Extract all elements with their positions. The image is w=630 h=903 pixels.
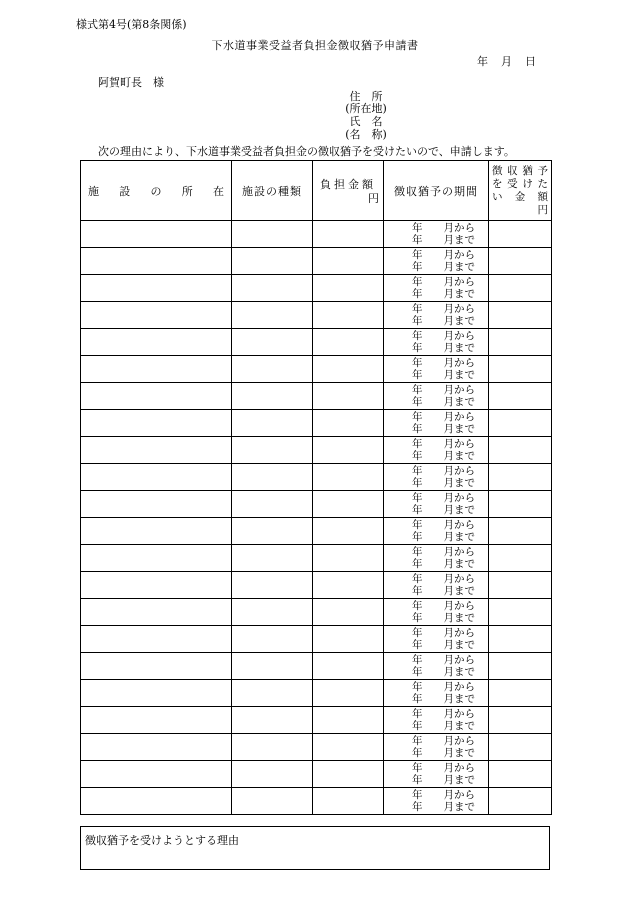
period-from-year: 年 bbox=[412, 761, 423, 774]
location-cell[interactable] bbox=[81, 248, 232, 275]
period-until-year: 年 bbox=[412, 585, 423, 597]
period-cell[interactable] bbox=[384, 653, 489, 680]
period-until-year: 年 bbox=[412, 747, 423, 759]
amount-cell[interactable] bbox=[313, 707, 384, 734]
period-cell[interactable] bbox=[384, 707, 489, 734]
amount-cell[interactable] bbox=[313, 626, 384, 653]
header-request-char: 額 bbox=[537, 190, 548, 203]
amount-cell[interactable] bbox=[313, 275, 384, 302]
period-cell[interactable] bbox=[384, 761, 489, 788]
period-from-month: 月から bbox=[443, 491, 475, 504]
amount-cell[interactable] bbox=[313, 356, 384, 383]
period-from-year: 年 bbox=[412, 491, 423, 504]
amount-cell[interactable] bbox=[313, 248, 384, 275]
period-from-month: 月から bbox=[443, 788, 475, 801]
period-cell[interactable] bbox=[384, 734, 489, 761]
period-from-year: 年 bbox=[412, 221, 423, 234]
requested-amount-cell[interactable] bbox=[489, 788, 552, 815]
period-until-month: 月まで bbox=[443, 801, 475, 813]
facility-type-cell[interactable] bbox=[232, 464, 313, 491]
amount-cell[interactable] bbox=[313, 599, 384, 626]
period-cell[interactable] bbox=[384, 572, 489, 599]
table-row bbox=[81, 383, 552, 410]
period-until-month: 月まで bbox=[443, 558, 475, 570]
period-until-month: 月まで bbox=[443, 261, 475, 273]
requested-amount-cell[interactable] bbox=[489, 464, 552, 491]
table-row bbox=[81, 788, 552, 815]
header-location-char: の bbox=[150, 184, 162, 198]
header-request-line bbox=[492, 178, 548, 191]
period-until-year: 年 bbox=[412, 639, 423, 651]
location-cell[interactable] bbox=[81, 410, 232, 437]
period-from-year: 年 bbox=[412, 356, 423, 369]
period-until-year: 年 bbox=[412, 531, 423, 543]
period-until-month: 月まで bbox=[443, 423, 475, 435]
table-row bbox=[81, 707, 552, 734]
period-until-year: 年 bbox=[412, 774, 423, 786]
period-until-year: 年 bbox=[412, 720, 423, 732]
requested-amount-cell[interactable] bbox=[489, 329, 552, 356]
period-cell[interactable] bbox=[384, 329, 489, 356]
table-row bbox=[81, 356, 552, 383]
period-cell[interactable] bbox=[384, 464, 489, 491]
requested-amount-cell[interactable] bbox=[489, 761, 552, 788]
requested-amount-cell[interactable] bbox=[489, 410, 552, 437]
facility-type-cell[interactable] bbox=[232, 275, 313, 302]
period-until-month: 月まで bbox=[443, 369, 475, 381]
period-until-month: 月まで bbox=[443, 396, 475, 408]
header-request-char: い bbox=[492, 190, 503, 203]
location-cell[interactable] bbox=[81, 761, 232, 788]
period-cell[interactable] bbox=[384, 383, 489, 410]
facility-type-cell[interactable] bbox=[232, 221, 313, 248]
requested-amount-cell[interactable] bbox=[489, 734, 552, 761]
header-request-char: 徴 bbox=[492, 164, 503, 177]
period-cell[interactable] bbox=[384, 221, 489, 248]
applicant-location-label: (所在地) bbox=[345, 102, 387, 115]
requested-amount-cell[interactable] bbox=[489, 518, 552, 545]
amount-cell[interactable] bbox=[313, 383, 384, 410]
header-request-char: け bbox=[522, 177, 533, 190]
location-cell[interactable] bbox=[81, 491, 232, 518]
period-from-year: 年 bbox=[412, 599, 423, 612]
period-from-month: 月から bbox=[443, 680, 475, 693]
location-cell[interactable] bbox=[81, 518, 232, 545]
amount-cell[interactable] bbox=[313, 734, 384, 761]
location-cell[interactable] bbox=[81, 653, 232, 680]
requested-amount-cell[interactable] bbox=[489, 572, 552, 599]
requested-amount-cell[interactable] bbox=[489, 437, 552, 464]
date-day-label: 日 bbox=[525, 55, 536, 68]
period-until-month: 月まで bbox=[443, 450, 475, 462]
location-cell[interactable] bbox=[81, 329, 232, 356]
location-cell[interactable] bbox=[81, 680, 232, 707]
period-until-year: 年 bbox=[412, 693, 423, 705]
header-location-char: 在 bbox=[213, 184, 224, 198]
period-until-month: 月まで bbox=[443, 531, 475, 543]
header-location-char: 施 bbox=[88, 184, 99, 198]
applicant-name-label: 氏 名 bbox=[349, 115, 383, 128]
requested-amount-cell[interactable] bbox=[489, 491, 552, 518]
intro-text: 次の理由により、下水道事業受益者負担金の徴収猶予を受けたいので、申請します。 bbox=[98, 145, 515, 158]
period-until-month: 月まで bbox=[443, 234, 475, 246]
requested-amount-cell[interactable] bbox=[489, 680, 552, 707]
period-from-month: 月から bbox=[443, 761, 475, 774]
location-cell[interactable] bbox=[81, 437, 232, 464]
header-location-char: 所 bbox=[181, 184, 193, 198]
header-charge-amount-unit: 円 bbox=[368, 191, 379, 205]
requested-amount-cell[interactable] bbox=[489, 248, 552, 275]
date-line bbox=[464, 56, 536, 68]
period-cell[interactable] bbox=[384, 599, 489, 626]
amount-cell[interactable] bbox=[313, 761, 384, 788]
location-cell[interactable] bbox=[81, 275, 232, 302]
table-row bbox=[81, 437, 552, 464]
location-cell[interactable] bbox=[81, 545, 232, 572]
period-until-month: 月まで bbox=[443, 747, 475, 759]
period-cell[interactable] bbox=[384, 518, 489, 545]
period-cell[interactable] bbox=[384, 545, 489, 572]
table-header-row bbox=[81, 161, 552, 221]
period-until-year: 年 bbox=[412, 288, 423, 300]
header-request-unit: 円 bbox=[537, 203, 548, 216]
header-location-char: 設 bbox=[119, 184, 131, 198]
period-until-month: 月まで bbox=[443, 774, 475, 786]
period-until-year: 年 bbox=[412, 612, 423, 624]
period-until-month: 月まで bbox=[443, 315, 475, 327]
facility-type-cell[interactable] bbox=[232, 356, 313, 383]
period-from-year: 年 bbox=[412, 302, 423, 315]
requested-amount-cell[interactable] bbox=[489, 707, 552, 734]
amount-cell[interactable] bbox=[313, 329, 384, 356]
location-cell[interactable] bbox=[81, 626, 232, 653]
header-request-char: 猶 bbox=[522, 164, 533, 177]
amount-cell[interactable] bbox=[313, 788, 384, 815]
period-until-month: 月まで bbox=[443, 477, 475, 489]
deferral-table bbox=[80, 160, 552, 815]
amount-cell[interactable] bbox=[313, 518, 384, 545]
facility-type-cell[interactable] bbox=[232, 248, 313, 275]
period-until-year: 年 bbox=[412, 261, 423, 273]
period-from-year: 年 bbox=[412, 572, 423, 585]
facility-type-cell[interactable] bbox=[232, 491, 313, 518]
facility-type-cell[interactable] bbox=[232, 383, 313, 410]
facility-type-cell[interactable] bbox=[232, 653, 313, 680]
amount-cell[interactable] bbox=[313, 221, 384, 248]
table-row bbox=[81, 518, 552, 545]
header-request-char: た bbox=[537, 177, 548, 190]
header-charge-amount-label: 負担金額 bbox=[320, 177, 376, 191]
amount-cell[interactable] bbox=[313, 302, 384, 329]
date-month-label: 月 bbox=[501, 55, 512, 68]
period-from-year: 年 bbox=[412, 248, 423, 261]
table-row bbox=[81, 734, 552, 761]
period-from-month: 月から bbox=[443, 545, 475, 558]
period-from-month: 月から bbox=[443, 275, 475, 288]
period-until-month: 月まで bbox=[443, 666, 475, 678]
period-until-month: 月まで bbox=[443, 639, 475, 651]
period-until-year: 年 bbox=[412, 423, 423, 435]
period-cell[interactable] bbox=[384, 680, 489, 707]
amount-cell[interactable] bbox=[313, 653, 384, 680]
table-row bbox=[81, 221, 552, 248]
period-from-year: 年 bbox=[412, 437, 423, 450]
requested-amount-cell[interactable] bbox=[489, 221, 552, 248]
header-request-char: 予 bbox=[537, 164, 548, 177]
requested-amount-cell[interactable] bbox=[489, 275, 552, 302]
addressee: 阿賀町長 様 bbox=[98, 76, 164, 89]
period-until-month: 月まで bbox=[443, 720, 475, 732]
period-from-month: 月から bbox=[443, 518, 475, 531]
header-request-line bbox=[492, 165, 548, 178]
header-request-char: 収 bbox=[507, 164, 518, 177]
facility-type-cell[interactable] bbox=[232, 518, 313, 545]
form-number: 様式第4号(第8条関係) bbox=[76, 18, 187, 31]
requested-amount-cell[interactable] bbox=[489, 356, 552, 383]
facility-type-cell[interactable] bbox=[232, 302, 313, 329]
applicant-address-label: 住 所 bbox=[349, 90, 383, 103]
requested-amount-cell[interactable] bbox=[489, 545, 552, 572]
facility-type-cell[interactable] bbox=[232, 788, 313, 815]
period-from-month: 月から bbox=[443, 437, 475, 450]
period-from-month: 月から bbox=[443, 410, 475, 423]
facility-type-cell[interactable] bbox=[232, 626, 313, 653]
period-from-month: 月から bbox=[443, 248, 475, 261]
location-cell[interactable] bbox=[81, 302, 232, 329]
header-deferral-period: 徴収猶予の期間 bbox=[384, 161, 489, 221]
facility-type-cell[interactable] bbox=[232, 599, 313, 626]
location-cell[interactable] bbox=[81, 707, 232, 734]
period-from-month: 月から bbox=[443, 707, 475, 720]
amount-cell[interactable] bbox=[313, 491, 384, 518]
facility-type-cell[interactable] bbox=[232, 410, 313, 437]
period-until-year: 年 bbox=[412, 342, 423, 354]
period-cell[interactable] bbox=[384, 410, 489, 437]
header-facility-location bbox=[81, 161, 232, 221]
table-row bbox=[81, 329, 552, 356]
requested-amount-cell[interactable] bbox=[489, 383, 552, 410]
table-row bbox=[81, 275, 552, 302]
period-from-year: 年 bbox=[412, 788, 423, 801]
period-from-month: 月から bbox=[443, 572, 475, 585]
amount-cell[interactable] bbox=[313, 437, 384, 464]
requested-amount-cell[interactable] bbox=[489, 599, 552, 626]
period-until-year: 年 bbox=[412, 477, 423, 489]
period-cell[interactable] bbox=[384, 788, 489, 815]
period-from-month: 月から bbox=[443, 221, 475, 234]
header-request-line bbox=[492, 191, 548, 204]
reason-label: 徴収猶予を受けようとする理由 bbox=[85, 834, 239, 847]
period-from-year: 年 bbox=[412, 680, 423, 693]
table-row bbox=[81, 599, 552, 626]
period-from-month: 月から bbox=[443, 626, 475, 639]
period-until-month: 月まで bbox=[443, 585, 475, 597]
period-until-month: 月まで bbox=[443, 693, 475, 705]
period-from-year: 年 bbox=[412, 275, 423, 288]
amount-cell[interactable] bbox=[313, 464, 384, 491]
facility-type-cell[interactable] bbox=[232, 680, 313, 707]
amount-cell[interactable] bbox=[313, 545, 384, 572]
table-row bbox=[81, 626, 552, 653]
facility-type-cell[interactable] bbox=[232, 707, 313, 734]
table-row bbox=[81, 302, 552, 329]
facility-type-cell[interactable] bbox=[232, 572, 313, 599]
location-cell[interactable] bbox=[81, 356, 232, 383]
period-from-year: 年 bbox=[412, 626, 423, 639]
table-row bbox=[81, 761, 552, 788]
period-from-month: 月から bbox=[443, 383, 475, 396]
header-request-char: 受 bbox=[507, 177, 518, 190]
amount-cell[interactable] bbox=[313, 680, 384, 707]
period-until-year: 年 bbox=[412, 396, 423, 408]
period-from-year: 年 bbox=[412, 707, 423, 720]
period-until-year: 年 bbox=[412, 666, 423, 678]
period-from-year: 年 bbox=[412, 653, 423, 666]
requested-amount-cell[interactable] bbox=[489, 653, 552, 680]
header-facility-type: 施設の種類 bbox=[232, 161, 313, 221]
period-until-month: 月まで bbox=[443, 612, 475, 624]
requested-amount-cell[interactable] bbox=[489, 302, 552, 329]
facility-type-cell[interactable] bbox=[232, 437, 313, 464]
period-from-month: 月から bbox=[443, 329, 475, 342]
location-cell[interactable] bbox=[81, 221, 232, 248]
period-cell[interactable] bbox=[384, 437, 489, 464]
table-row bbox=[81, 491, 552, 518]
applicant-title-label: (名 称) bbox=[345, 128, 387, 141]
facility-type-cell[interactable] bbox=[232, 329, 313, 356]
location-cell[interactable] bbox=[81, 383, 232, 410]
period-from-month: 月から bbox=[443, 356, 475, 369]
period-from-year: 年 bbox=[412, 734, 423, 747]
date-year-label: 年 bbox=[477, 55, 488, 68]
period-cell[interactable] bbox=[384, 626, 489, 653]
period-until-year: 年 bbox=[412, 369, 423, 381]
location-cell[interactable] bbox=[81, 572, 232, 599]
amount-cell[interactable] bbox=[313, 572, 384, 599]
period-until-year: 年 bbox=[412, 234, 423, 246]
period-from-year: 年 bbox=[412, 383, 423, 396]
location-cell[interactable] bbox=[81, 734, 232, 761]
period-until-year: 年 bbox=[412, 558, 423, 570]
table-row bbox=[81, 653, 552, 680]
table-row bbox=[81, 410, 552, 437]
table-row bbox=[81, 572, 552, 599]
period-until-year: 年 bbox=[412, 315, 423, 327]
location-cell[interactable] bbox=[81, 599, 232, 626]
table-row bbox=[81, 464, 552, 491]
period-from-month: 月から bbox=[443, 599, 475, 612]
period-cell[interactable] bbox=[384, 248, 489, 275]
period-until-year: 年 bbox=[412, 801, 423, 813]
header-requested-amount bbox=[489, 161, 552, 221]
period-until-year: 年 bbox=[412, 450, 423, 462]
table-row bbox=[81, 545, 552, 572]
period-cell[interactable] bbox=[384, 491, 489, 518]
facility-type-cell[interactable] bbox=[232, 761, 313, 788]
header-request-char: 金 bbox=[514, 190, 526, 203]
header-charge-amount bbox=[313, 161, 384, 221]
facility-type-cell[interactable] bbox=[232, 545, 313, 572]
period-from-year: 年 bbox=[412, 464, 423, 477]
facility-type-cell[interactable] bbox=[232, 734, 313, 761]
period-from-month: 月から bbox=[443, 734, 475, 747]
table-row bbox=[81, 680, 552, 707]
period-cell[interactable] bbox=[384, 275, 489, 302]
reason-field[interactable] bbox=[80, 826, 550, 870]
period-from-year: 年 bbox=[412, 329, 423, 342]
period-from-year: 年 bbox=[412, 545, 423, 558]
location-cell[interactable] bbox=[81, 788, 232, 815]
requested-amount-cell[interactable] bbox=[489, 626, 552, 653]
table-row bbox=[81, 248, 552, 275]
period-from-year: 年 bbox=[412, 410, 423, 423]
period-from-month: 月から bbox=[443, 653, 475, 666]
period-until-year: 年 bbox=[412, 504, 423, 516]
period-cell[interactable] bbox=[384, 356, 489, 383]
amount-cell[interactable] bbox=[313, 410, 384, 437]
period-from-month: 月から bbox=[443, 302, 475, 315]
location-cell[interactable] bbox=[81, 464, 232, 491]
document-title: 下水道事業受益者負担金徴収猶予申請書 bbox=[211, 39, 419, 52]
period-until-month: 月まで bbox=[443, 342, 475, 354]
period-until-month: 月まで bbox=[443, 504, 475, 516]
period-from-year: 年 bbox=[412, 518, 423, 531]
header-request-char: を bbox=[492, 177, 503, 190]
period-cell[interactable] bbox=[384, 302, 489, 329]
period-until-month: 月まで bbox=[443, 288, 475, 300]
period-from-month: 月から bbox=[443, 464, 475, 477]
